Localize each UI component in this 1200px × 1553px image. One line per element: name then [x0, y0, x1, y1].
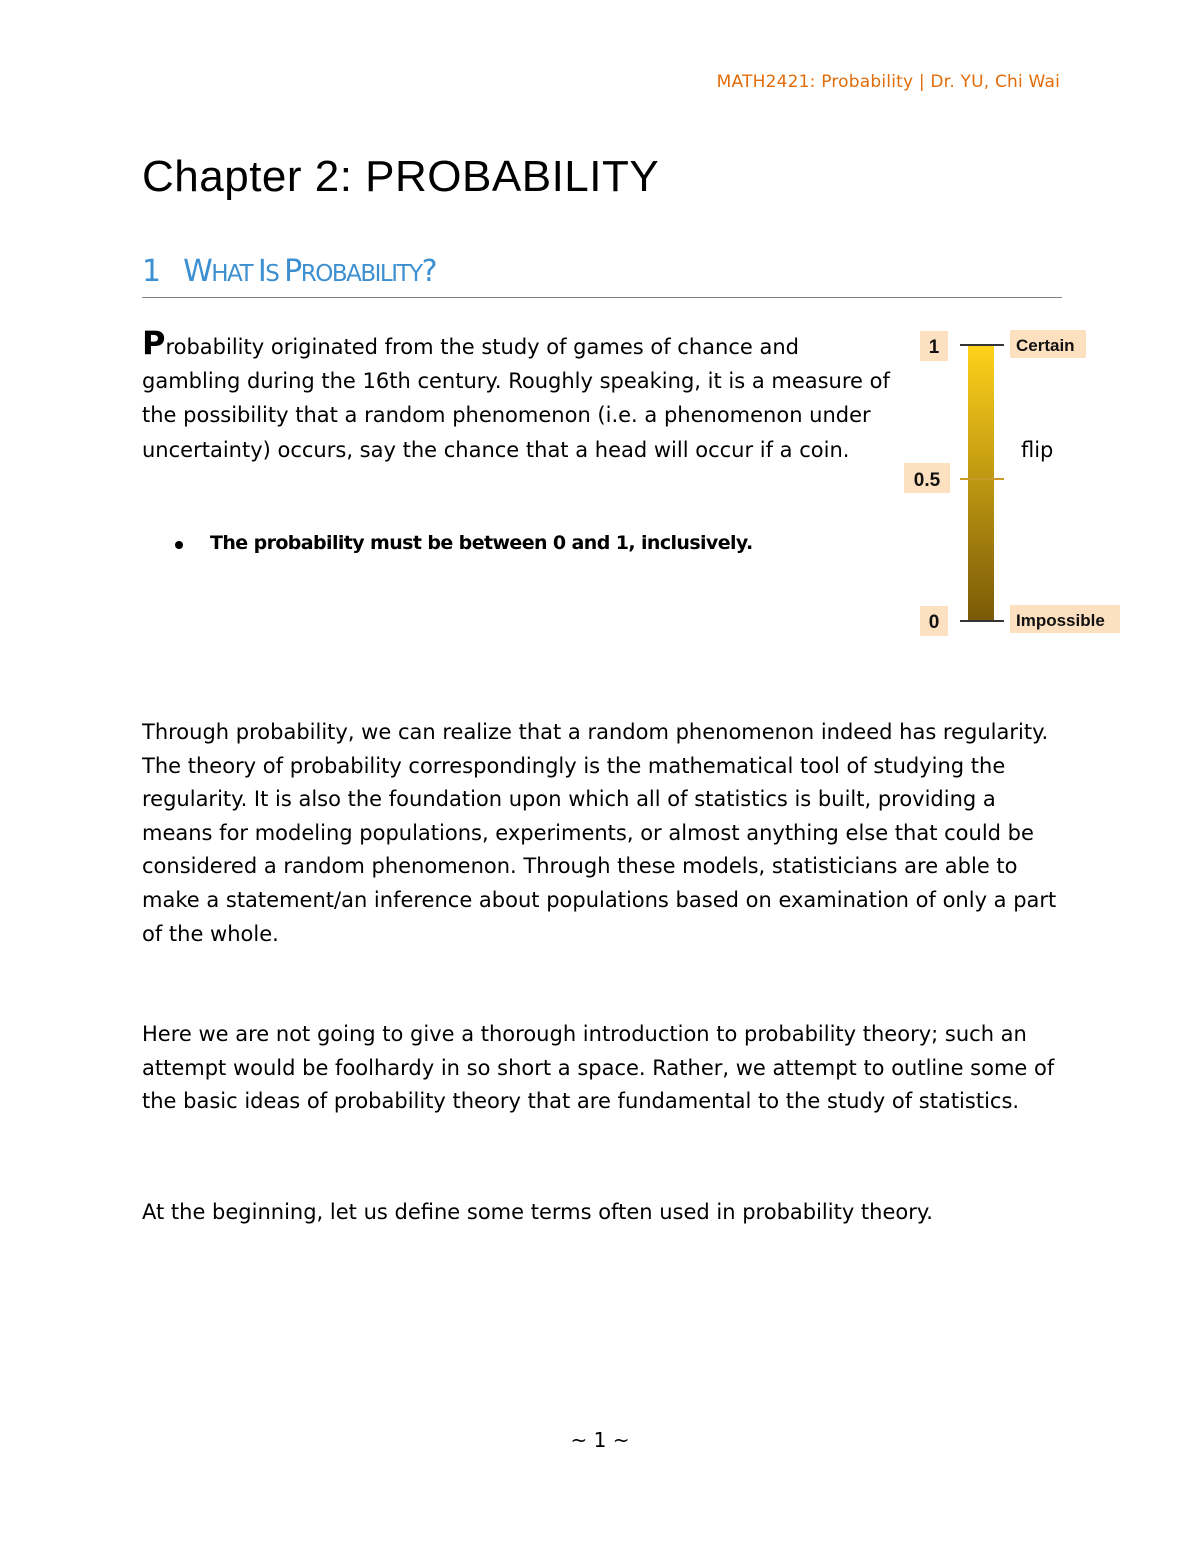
intro-dropcap: P	[142, 324, 166, 362]
impossible-label: Impossible	[1016, 611, 1105, 630]
section-title-part: P	[284, 254, 301, 289]
paragraph-regularity: Through probability, we can realize that a random phenomenon indeed has regularity. The theory of probability correspondingly is the mathematical tool of studying the regularity. It is also the foundation upon which all of statistics is built, providing a means for modeling populations, experiments, or almost anything else that could be considered a random phenomenon. Through these models, statisticians are able to make a statement/an inference about populations based on examination of only a part of the whole.	[142, 720, 1057, 946]
intro-text: robability originated from the study of games of chance and gambling during the 16th century. Roughly speaking, it is a measure of the possibility that a random phenomenon (i.e. a phenomenon under uncertainty) occurs, say the chance that a head will occur if a coin.	[142, 335, 890, 462]
probability-bar	[968, 345, 994, 621]
tick-label-1: 1	[928, 337, 940, 358]
tick-label-0-5: 0.5	[913, 470, 941, 491]
section-title-part: HAT	[211, 261, 258, 287]
list-item: The probability must be between 0 and 1, inclusively.	[172, 532, 753, 554]
certain-label: Certain	[1016, 336, 1075, 355]
running-header: MATH2421: Probability | Dr. YU, Chi Wai	[716, 72, 1060, 92]
chapter-title: Chapter 2: PROBABILITY	[142, 152, 660, 201]
section-title-part: I	[257, 254, 266, 289]
flip-label: flip	[1021, 438, 1054, 462]
section-title-part: S	[265, 261, 285, 287]
probability-scale	[0, 0, 1200, 700]
tick-label-0: 0	[928, 612, 940, 633]
section-title-part: ?	[421, 254, 437, 289]
section-number: 1	[142, 254, 162, 289]
paragraph-scope: Here we are not going to give a thorough introduction to probability theory; such an attempt would be foolhardy in so short a space. Rather, we attempt to outline some of the basic ideas of probability theory that are fundamental to the study of statistics.	[142, 1022, 1055, 1114]
section-title-part: W	[183, 254, 212, 289]
paragraph-definitions-intro: At the beginning, let us define some terms often used in probability theory.	[142, 1200, 933, 1224]
section-title-part: ROBABILITY	[300, 261, 422, 287]
page-number: ~ 1 ~	[570, 1428, 630, 1452]
